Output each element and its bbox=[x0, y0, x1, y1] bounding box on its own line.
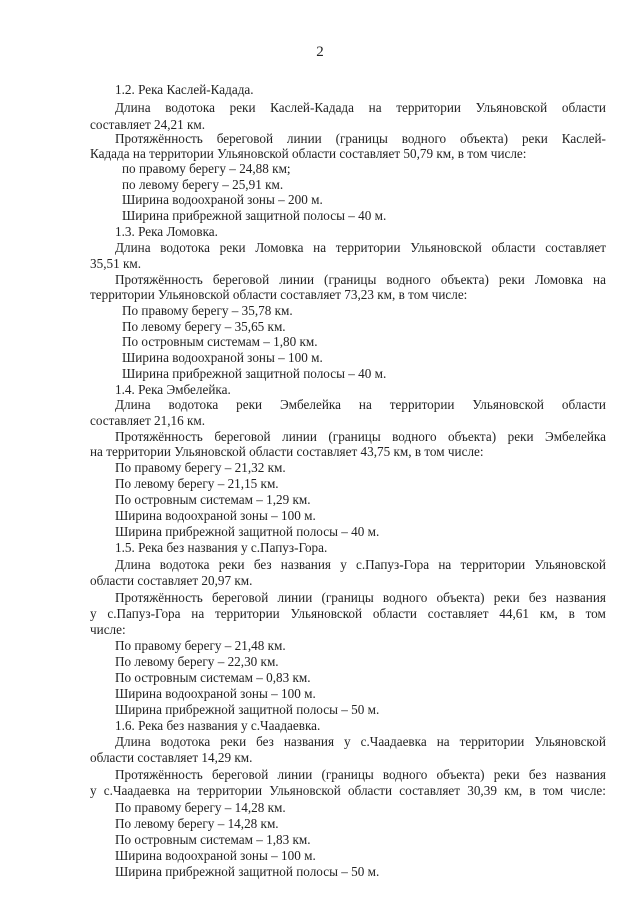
text-word: области bbox=[348, 783, 393, 798]
text-word: названия bbox=[555, 767, 606, 782]
text-word: Ульяновской bbox=[475, 100, 548, 115]
text-line: 1.5. Река без названия у с.Папуз-Гора. bbox=[115, 540, 328, 555]
text-word: реки bbox=[493, 767, 520, 782]
text-line: Ширина прибрежной защитной полосы – 40 м. bbox=[122, 366, 387, 381]
text-word: территории bbox=[335, 240, 401, 255]
text-word: с.Чаадаевка bbox=[103, 783, 170, 798]
text-line: Ширина водоохраной зоны – 200 м. bbox=[122, 192, 323, 207]
text-word: области bbox=[372, 606, 417, 621]
text-word: водотока bbox=[159, 557, 210, 572]
text-word: в bbox=[568, 606, 575, 621]
text-word: реки bbox=[521, 131, 548, 146]
text-word: Эмбелейка bbox=[545, 429, 606, 444]
text-word: территории bbox=[197, 783, 263, 798]
text-word: на bbox=[593, 272, 606, 287]
text-word: составляет bbox=[399, 783, 461, 798]
text-word: 44,61 bbox=[499, 606, 529, 621]
text-line: Ширина водоохраной зоны – 100 м. bbox=[115, 848, 316, 863]
text-word: на bbox=[368, 100, 382, 115]
text-word: с.Чаадаевка bbox=[360, 734, 427, 749]
text-line bbox=[115, 767, 606, 783]
text-word: области bbox=[491, 240, 536, 255]
text-word: объекта) bbox=[436, 590, 485, 605]
text-line: Ширина прибрежной защитной полосы – 50 м. bbox=[115, 864, 380, 879]
text-word: объекта) bbox=[440, 272, 489, 287]
text-word: объекта) bbox=[436, 767, 485, 782]
text-word: в bbox=[529, 783, 536, 798]
text-line: По левому берегу – 21,15 км. bbox=[115, 476, 279, 491]
text-line: по правому берегу – 24,88 км; bbox=[122, 161, 291, 176]
text-word: (границы bbox=[335, 131, 388, 146]
text-line bbox=[115, 100, 606, 116]
text-word: Эмбелейка bbox=[279, 397, 341, 412]
text-word: водного bbox=[392, 429, 437, 444]
text-word: Длина bbox=[115, 397, 151, 412]
text-line: Ширина водоохраной зоны – 100 м. bbox=[115, 686, 316, 701]
text-word: том bbox=[585, 606, 606, 621]
text-word: Протяжённость bbox=[115, 429, 203, 444]
text-word: Ульяновской bbox=[472, 397, 544, 412]
text-word: на bbox=[438, 557, 452, 572]
text-word: Ульяновской bbox=[534, 557, 606, 572]
text-line bbox=[90, 783, 606, 799]
text-word: территории bbox=[459, 734, 525, 749]
text-word: Ульяновской bbox=[534, 734, 606, 749]
text-word: линии bbox=[279, 272, 315, 287]
text-word: числе: bbox=[570, 783, 606, 798]
text-line: По островным системам – 1,83 км. bbox=[115, 832, 311, 847]
text-word: береговой bbox=[212, 590, 269, 605]
text-word: территории bbox=[214, 606, 280, 621]
text-word: реки bbox=[236, 397, 263, 412]
text-word: водотока bbox=[160, 734, 211, 749]
text-line: на территории Ульяновской области составляет 43,75 км, в том числе: bbox=[90, 444, 484, 459]
text-word: реки bbox=[507, 429, 534, 444]
text-line: области составляет 20,97 км. bbox=[90, 573, 253, 588]
text-word: км, bbox=[504, 783, 523, 798]
text-word: Ульяновской bbox=[269, 783, 341, 798]
text-line: числе: bbox=[90, 622, 126, 637]
text-line: По правому берегу – 14,28 км. bbox=[115, 800, 286, 815]
text-word: водотока bbox=[160, 240, 210, 255]
text-word: реки bbox=[219, 240, 246, 255]
text-line: Ширина прибрежной защитной полосы – 50 м. bbox=[115, 702, 380, 717]
text-line: По левому берегу – 35,65 км. bbox=[122, 319, 286, 334]
text-line bbox=[90, 606, 606, 622]
text-word: (границы bbox=[324, 272, 377, 287]
text-line: Ширина водоохраной зоны – 100 м. bbox=[115, 508, 316, 523]
text-word: составляет bbox=[427, 606, 489, 621]
text-line bbox=[115, 429, 606, 445]
text-word: (границы bbox=[321, 590, 374, 605]
text-word: линии bbox=[277, 767, 313, 782]
text-line: Кадада на территории Ульяновской области составляет 50,79 км, в том числе: bbox=[90, 146, 527, 161]
text-word: у bbox=[340, 557, 347, 572]
text-word: области bbox=[561, 100, 606, 115]
text-word: Протяжённость bbox=[115, 590, 203, 605]
text-line: 1.3. Река Ломовка. bbox=[115, 224, 218, 239]
text-line: По левому берегу – 14,28 км. bbox=[115, 816, 279, 831]
text-word: береговой bbox=[214, 429, 271, 444]
text-word: Длина bbox=[115, 557, 151, 572]
text-line bbox=[115, 590, 606, 606]
text-word: водного bbox=[401, 131, 447, 146]
text-line: по левому берегу – 25,91 км. bbox=[122, 177, 284, 192]
text-word: реки bbox=[220, 734, 247, 749]
text-word: (границы bbox=[321, 767, 374, 782]
text-word: на bbox=[177, 783, 191, 798]
text-word: линии bbox=[277, 590, 313, 605]
text-word: реки bbox=[493, 590, 520, 605]
text-word: водотока bbox=[165, 100, 215, 115]
text-word: Протяжённость bbox=[115, 272, 203, 287]
text-word: береговой bbox=[212, 767, 269, 782]
text-line bbox=[115, 272, 606, 288]
text-word: реки bbox=[498, 272, 525, 287]
text-word: на bbox=[191, 606, 205, 621]
text-line: Ширина водоохраной зоны – 100 м. bbox=[122, 350, 323, 365]
text-word: без bbox=[528, 767, 547, 782]
text-word: на bbox=[358, 397, 372, 412]
page-number: 2 bbox=[316, 44, 324, 60]
text-line: 1.2. Река Каслей-Кадада. bbox=[115, 82, 254, 97]
text-line: 35,51 км. bbox=[90, 256, 142, 271]
text-line bbox=[115, 557, 606, 573]
text-line: территории Ульяновской области составляет 73,23 км, в том числе: bbox=[90, 287, 468, 302]
text-word: территории bbox=[460, 557, 526, 572]
text-word: с.Папуз-Гора bbox=[356, 557, 430, 572]
text-word: на bbox=[436, 734, 450, 749]
text-line: По островным системам – 1,80 км. bbox=[122, 334, 318, 349]
text-word: Ломовка bbox=[255, 240, 304, 255]
text-word: Ульяновской bbox=[290, 606, 363, 621]
text-word: у bbox=[90, 606, 97, 621]
text-line: По левому берегу – 22,30 км. bbox=[115, 654, 279, 669]
text-word: названия bbox=[555, 590, 606, 605]
text-line bbox=[115, 734, 606, 750]
text-word: у bbox=[90, 783, 97, 798]
text-word: км, bbox=[539, 606, 558, 621]
text-word: Длина bbox=[115, 100, 151, 115]
text-word: Ульяновской bbox=[410, 240, 482, 255]
text-line bbox=[115, 240, 606, 256]
text-word: Каслей-Кадада bbox=[270, 100, 354, 115]
text-line: составляет 24,21 км. bbox=[90, 117, 206, 132]
text-word: 30,39 bbox=[467, 783, 497, 798]
text-line: Ширина прибрежной защитной полосы – 40 м. bbox=[115, 524, 380, 539]
text-word: (границы bbox=[328, 429, 381, 444]
text-word: том bbox=[542, 783, 564, 798]
text-word: водного bbox=[382, 767, 428, 782]
text-word: объекта) bbox=[448, 429, 497, 444]
text-word: территории bbox=[389, 397, 455, 412]
text-word: на bbox=[313, 240, 327, 255]
text-line bbox=[115, 397, 606, 413]
text-word: без bbox=[256, 734, 274, 749]
text-word: водотока bbox=[168, 397, 219, 412]
text-line: области составляет 14,29 км. bbox=[90, 750, 253, 765]
text-line: По правому берегу – 21,48 км. bbox=[115, 638, 286, 653]
text-word: без bbox=[528, 590, 547, 605]
text-word: названия bbox=[280, 557, 331, 572]
text-line: 1.4. Река Эмбелейка. bbox=[115, 382, 231, 397]
text-word: реки bbox=[218, 557, 245, 572]
text-word: составляет bbox=[545, 240, 606, 255]
text-word: береговой bbox=[212, 272, 270, 287]
text-word: линии bbox=[282, 429, 317, 444]
text-line: Ширина прибрежной защитной полосы – 40 м. bbox=[122, 208, 387, 223]
text-word: Ломовка bbox=[534, 272, 584, 287]
text-word: без bbox=[253, 557, 272, 572]
text-word: названия bbox=[283, 734, 335, 749]
text-word: объекта) bbox=[460, 131, 509, 146]
text-line: По островным системам – 0,83 км. bbox=[115, 670, 311, 685]
text-line: По правому берегу – 21,32 км. bbox=[115, 460, 286, 475]
text-word: территории bbox=[396, 100, 461, 115]
text-word: Длина bbox=[115, 240, 151, 255]
text-word: Протяжённость bbox=[115, 767, 203, 782]
text-word: водного bbox=[386, 272, 431, 287]
text-word: Каслей- bbox=[561, 131, 606, 146]
text-line: По правому берегу – 35,78 км. bbox=[122, 303, 293, 318]
text-word: с.Папуз-Гора bbox=[107, 606, 181, 621]
text-word: реки bbox=[229, 100, 256, 115]
text-word: Длина bbox=[115, 734, 151, 749]
text-line: По островным системам – 1,29 км. bbox=[115, 492, 311, 507]
text-line: составляет 21,16 км. bbox=[90, 413, 206, 428]
text-word: линии bbox=[286, 131, 322, 146]
text-line bbox=[115, 131, 606, 147]
text-word: водного bbox=[382, 590, 428, 605]
text-word: у bbox=[344, 734, 351, 749]
text-word: области bbox=[561, 397, 606, 412]
text-word: Протяжённость bbox=[115, 131, 203, 146]
text-word: береговой bbox=[216, 131, 274, 146]
text-line: 1.6. Река без названия у с.Чаадаевка. bbox=[115, 718, 321, 733]
